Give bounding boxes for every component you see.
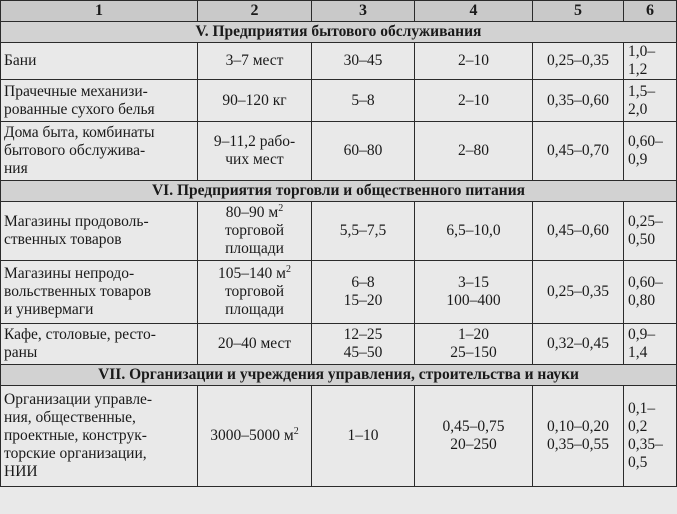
capacity-unit: торговой площади — [224, 222, 285, 257]
cell-col4: 2–10 — [415, 43, 533, 80]
cell-col5: 0,25–0,35 — [533, 261, 624, 324]
cell-col6: 0,9–1,4 — [624, 324, 677, 365]
table-row — [1, 202, 677, 261]
cell-col3: 5–8 — [312, 80, 415, 122]
cell-col3: 30–45 — [312, 43, 415, 80]
cell-name: Организации управле- ния, общественные, проектные, конструк- торские организации, НИИ — [1, 386, 198, 487]
header-cell: 2 — [198, 1, 312, 22]
section-header-row — [1, 365, 677, 386]
cell-col4: 6,5–10,0 — [415, 202, 533, 261]
header-cell: 3 — [312, 1, 415, 22]
table-row — [1, 43, 677, 80]
cell-col3: 5,5–7,5 — [312, 202, 415, 261]
superscript: 2 — [278, 202, 284, 214]
cell-name: Дома быта, комбинаты бытового обслужива- ния — [1, 122, 198, 181]
cell-name: Бани — [1, 43, 198, 80]
cell-name: Прачечные механизи- рованные сухого белья — [1, 80, 198, 122]
cell-capacity — [198, 386, 312, 487]
cell-name: Магазины непродо- вольственных товаров и универмаги — [1, 261, 198, 324]
cell-capacity — [198, 202, 312, 261]
cell-col6: 0,25– 0,50 — [624, 202, 677, 261]
cell-col6: 0,1–0,2 0,35– 0,5 — [624, 386, 677, 487]
header-cell: 6 — [624, 1, 677, 22]
cell-col3: 60–80 — [312, 122, 415, 181]
cell-col5: 0,32–0,45 — [533, 324, 624, 365]
cell-col3: 12–25 45–50 — [312, 324, 415, 365]
table-row — [1, 386, 677, 487]
cell-capacity — [198, 261, 312, 324]
section-header-row — [1, 181, 677, 202]
cell-name: Кафе, столовые, ресто- раны — [1, 324, 198, 365]
cell-col5: 0,45–0,60 — [533, 202, 624, 261]
cell-capacity: 3–7 мест — [198, 43, 312, 80]
header-cell: 1 — [1, 1, 198, 22]
cell-col4: 2–10 — [415, 80, 533, 122]
cell-capacity: 90–120 кг — [198, 80, 312, 122]
section-title: V. Предприятия бытового обслуживания — [1, 22, 677, 43]
cell-col4: 2–80 — [415, 122, 533, 181]
capacity-value: 105–140 м — [218, 265, 286, 282]
capacity-unit: торговой площади — [224, 283, 285, 318]
section-title: VII. Организации и учреждения управления, строительства и науки — [1, 365, 677, 386]
cell-col5: 0,25–0,35 — [533, 43, 624, 80]
capacity-value: 80–90 м — [225, 204, 279, 221]
cell-col6: 0,60– 0,9 — [624, 122, 677, 181]
header-cell: 5 — [533, 1, 624, 22]
cell-col6: 0,60– 0,80 — [624, 261, 677, 324]
cell-col5: 0,45–0,70 — [533, 122, 624, 181]
header-row — [1, 1, 677, 22]
section-header-row — [1, 22, 677, 43]
cell-col4: 1–20 25–150 — [415, 324, 533, 365]
table-row — [1, 122, 677, 181]
cell-col6: 1,0–1,2 — [624, 43, 677, 80]
table-row — [1, 324, 677, 365]
superscript: 2 — [285, 263, 291, 275]
cell-col4: 3–15 100–400 — [415, 261, 533, 324]
cell-capacity: 9–11,2 рабо- чих мест — [198, 122, 312, 181]
superscript: 2 — [293, 425, 299, 437]
cell-col3: 1–10 — [312, 386, 415, 487]
header-cell: 4 — [415, 1, 533, 22]
cell-col6: 1,5–2,0 — [624, 80, 677, 122]
cell-col5: 0,35–0,60 — [533, 80, 624, 122]
cell-col5: 0,10–0,20 0,35–0,55 — [533, 386, 624, 487]
capacity-value: 3000–5000 м — [210, 427, 294, 444]
section-title: VI. Предприятия торговли и общественного питания — [1, 181, 677, 202]
table-row — [1, 80, 677, 122]
cell-col4: 0,45–0,75 20–250 — [415, 386, 533, 487]
cell-name: Магазины продоволь- ственных товаров — [1, 202, 198, 261]
table-row — [1, 261, 677, 324]
cell-col3: 6–8 15–20 — [312, 261, 415, 324]
cell-capacity: 20–40 мест — [198, 324, 312, 365]
